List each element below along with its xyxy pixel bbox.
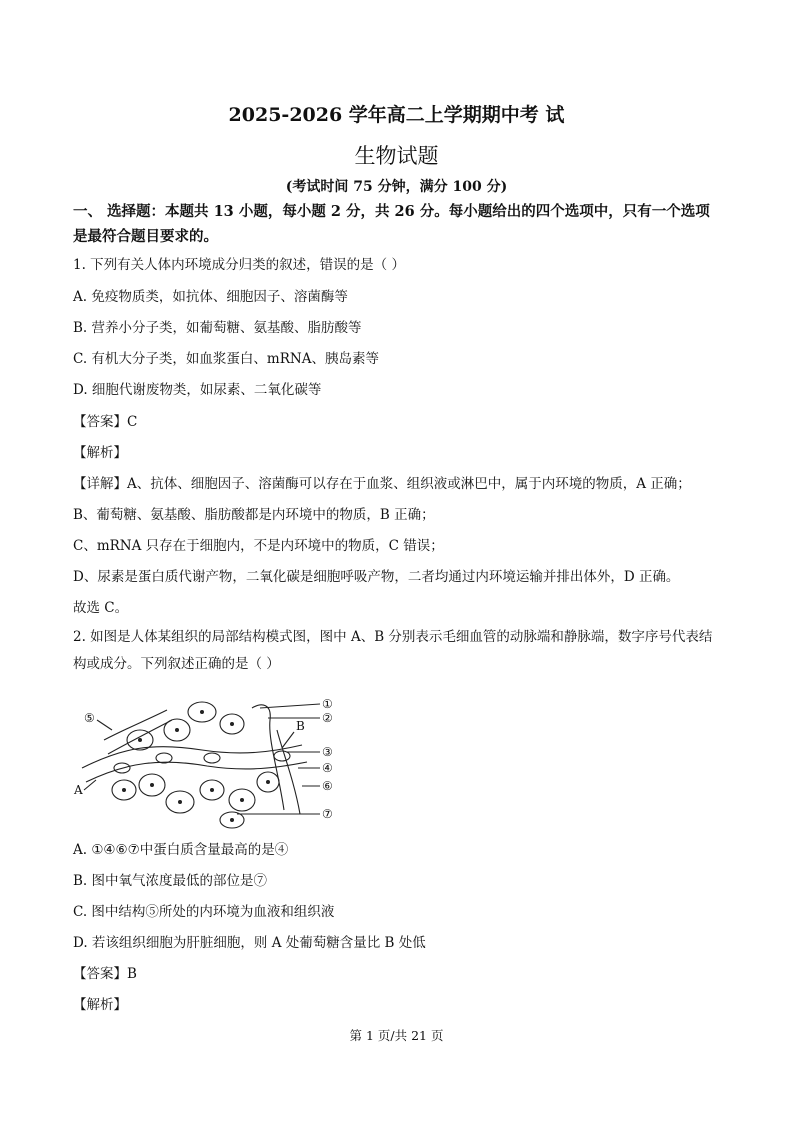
capillary-wall-lower <box>86 762 307 782</box>
q1-detail-2: B、葡萄糖、氨基酸、脂肪酸都是内环境中的物质，B 正确； <box>73 507 435 523</box>
label-2: ② <box>322 711 333 725</box>
tissue-diagram <box>72 690 352 830</box>
label-1: ① <box>322 697 333 711</box>
q2-option-d: D. 若该组织细胞为肝脏细胞，则 A 处葡萄糖含量比 B 处低 <box>73 935 426 951</box>
q2-stem: 2. 如图是人体某组织的局部结构模式图，图中 A、B 分别表示毛细血管的动脉端和静脉端，数字序号代表结构或成分。下列叙述正确的是（ ） <box>73 629 713 672</box>
q1-option-a: A. 免疫物质类，如抗体、细胞因子、溶菌酶等 <box>73 289 348 305</box>
q1-option-d: D. 细胞代谢废物类，如尿素、二氧化碳等 <box>73 382 322 398</box>
q1-detail-4: D、尿素是蛋白质代谢产物，二氧化碳是细胞呼吸产物，二者均通过内环境运输并排出体外，D 正确。 <box>73 569 680 585</box>
q2-analysis-label: 【解析】 <box>73 997 127 1013</box>
exam-info: (考试时间 75 分钟，满分 100 分) <box>285 179 508 195</box>
exam-subject: 生物试题 <box>354 144 439 168</box>
q1-analysis-label: 【解析】 <box>73 445 127 461</box>
q2-option-b: B. 图中氧气浓度最低的部位是⑦ <box>73 873 268 889</box>
label-a: A <box>74 783 83 797</box>
q1-stem: 1. 下列有关人体内环境成分归类的叙述，错误的是（ ） <box>73 257 405 273</box>
answer-label: 【答案】 <box>73 966 127 982</box>
answer-label: 【答案】 <box>73 414 127 430</box>
lymph-vessel-right-inner <box>277 730 300 814</box>
label-5: ⑤ <box>84 711 95 725</box>
page-footer: 第 1 页/共 21 页 <box>349 1028 444 1043</box>
exam-title: 2025-2026 学年高二上学期期中考 试 <box>228 104 565 126</box>
q2-option-c: C. 图中结构⑤所处的内环境为血液和组织液 <box>73 904 335 920</box>
label-7: ⑦ <box>322 807 333 821</box>
q2-option-a: A. ①④⑥⑦中蛋白质含量最高的是④ <box>73 842 289 858</box>
label-6: ⑥ <box>322 779 333 793</box>
q1-detail-1: 【详解】A、抗体、细胞因子、溶菌酶可以存在于血浆、组织液或淋巴中，属于内环境的物质，A 正确； <box>73 476 691 492</box>
section-heading: 一、 选择题：本题共 13 小题，每小题 2 分，共 26 分。每小题给出的四个选项中，只有一个选项是最符合题目要求的。 <box>73 203 710 245</box>
q1-option-c: C. 有机大分子类，如血浆蛋白、mRNA、胰岛素等 <box>73 351 379 367</box>
answer-value: C <box>127 414 138 430</box>
label-3: ③ <box>322 745 333 759</box>
lymph-vessel-right <box>252 705 284 810</box>
label-b: B <box>296 719 305 733</box>
capillary-wall-upper <box>82 745 302 768</box>
q1-answer <box>73 410 137 430</box>
lymph-vessel-left <box>104 710 167 740</box>
q1-option-b: B. 营养小分子类，如葡萄糖、氨基酸、脂肪酸等 <box>73 320 362 336</box>
q1-detail-5: 故选 C。 <box>73 600 129 616</box>
q1-detail-3: C、mRNA 只存在于细胞内，不是内环境中的物质，C 错误； <box>73 538 444 554</box>
answer-value: B <box>127 966 137 982</box>
q2-answer <box>73 962 137 982</box>
label-4: ④ <box>322 761 333 775</box>
lymph-vessel-left-inner <box>108 720 172 754</box>
